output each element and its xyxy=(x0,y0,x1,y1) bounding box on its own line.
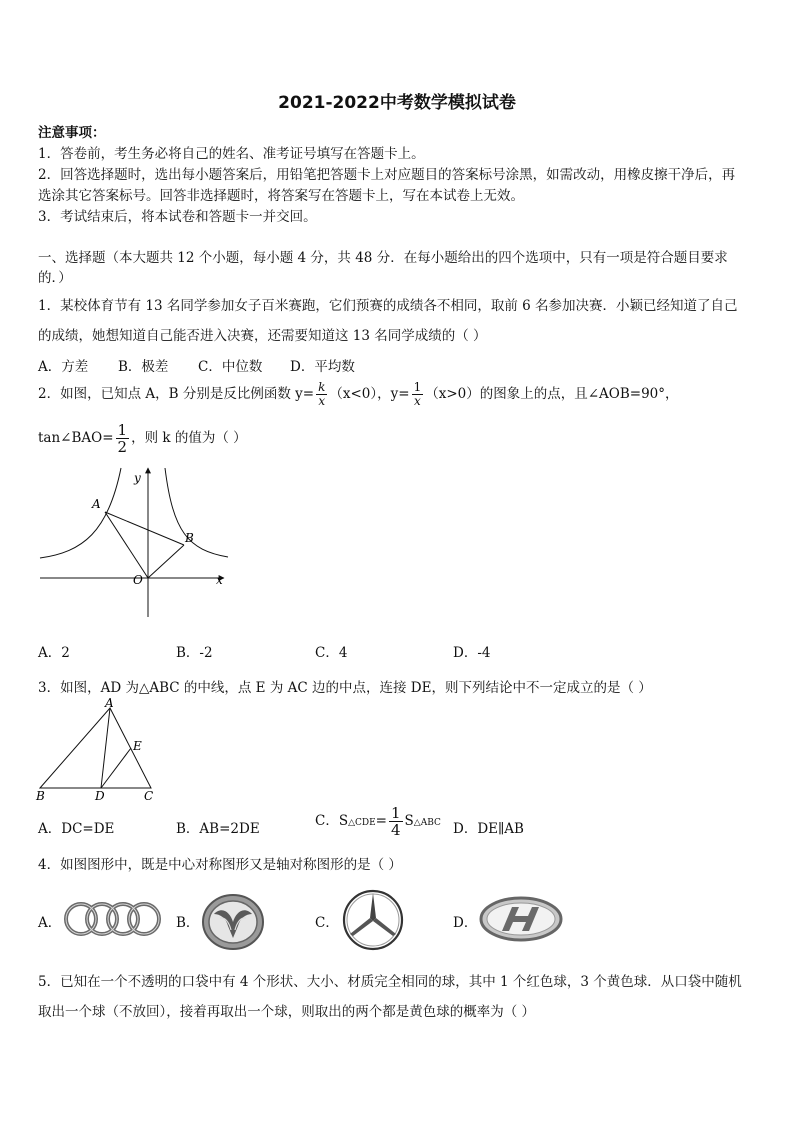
q2-option-a: A．2 xyxy=(38,645,70,661)
q3-option-b: B．AB=2DE xyxy=(176,821,260,837)
notice-item-2: 2．回答选择题时，选出每小题答案后，用铅笔把答题卡上对应题目的答案标号涂黑，如需改动，用橡皮擦干净后，再 xyxy=(38,167,736,183)
segment-ao xyxy=(105,512,148,578)
label-b: B xyxy=(36,789,45,803)
label-y: y xyxy=(134,471,141,485)
segment-de xyxy=(101,748,131,788)
label-x: x xyxy=(216,573,223,587)
segment-ab xyxy=(105,512,184,545)
label-a: A xyxy=(105,696,114,710)
question-4-text: 4．如图图形中，既是中心对称图形又是轴对称图形的是（ ） xyxy=(38,857,402,873)
q3-option-a: A．DC=DE xyxy=(38,821,115,837)
question-2-figure xyxy=(38,462,233,620)
question-5-text: 5．已知在一个不透明的口袋中有 4 个形状、大小、材质完全相同的球，其中 1 个红色球，3 个黄色球．从口袋中随机 xyxy=(38,974,742,990)
q2-text-part1: 2．如图，已知点 A，B 分别是反比例函数 y= xyxy=(38,386,315,402)
oval-h-logo-icon xyxy=(478,895,564,943)
q4-option-c-label: C． xyxy=(315,915,339,931)
q1-option-d: D．平均数 xyxy=(290,359,355,375)
fraction-one-quarter: $\frac{1}{4}$ xyxy=(390,804,401,839)
question-5-text-cont: 取出一个球（不放回），接着再取出一个球，则取出的两个都是黄色球的概率为（ ） xyxy=(38,1004,536,1020)
question-1-text: 1．某校体育节有 13 名同学参加女子百米赛跑，它们预赛的成绩各不相同，取前 6 名参加决赛．小颖已经知道了自己 xyxy=(38,298,738,314)
q2-option-d: D．-4 xyxy=(453,645,491,661)
q4-option-a-label: A． xyxy=(38,915,62,931)
label-a: A xyxy=(92,497,101,511)
dragon-emblem-logo-icon xyxy=(200,892,266,952)
notice-item-3: 3．考试结束后，将本试卷和答题卡一并交回。 xyxy=(38,209,317,225)
q2-text-part2: （x<0），y= xyxy=(329,386,410,402)
left-hyperbola-branch xyxy=(40,468,121,558)
q2-text-part3: （x>0）的图象上的点，且∠AOB=90°， xyxy=(425,386,679,402)
q4-option-d-label: D． xyxy=(453,915,478,931)
label-b: B xyxy=(185,531,194,545)
question-2-text-cont: tan∠BAO= $\frac{1}{2}$ ，则 k 的值为（ ） xyxy=(38,421,247,456)
question-1-text-cont: 的成绩，她想知道自己能否进入决赛，还需要知道这 13 名同学成绩的（ ） xyxy=(38,328,487,344)
segment-ob xyxy=(148,545,184,578)
question-3-figure xyxy=(34,696,159,804)
notice-heading: 注意事项： xyxy=(38,125,106,141)
four-rings-logo-icon xyxy=(60,896,168,942)
question-2-text xyxy=(38,381,679,408)
median-ad xyxy=(101,708,110,788)
q1-option-a: A．方差 xyxy=(38,359,89,375)
label-d: D xyxy=(95,789,105,803)
q1-option-c: C．中位数 xyxy=(198,359,263,375)
fraction-k-over-x: $\frac{k}{x}$ xyxy=(318,380,326,408)
notice-item-2-cont: 选涂其它答案标号。回答非选择题时，将答案写在答题卡上，写在本试卷上无效。 xyxy=(38,188,524,204)
right-hyperbola-branch xyxy=(165,468,228,557)
label-c: C xyxy=(144,789,154,803)
notice-item-1: 1．答卷前，考生务必将自己的姓名、准考证号填写在答题卡上。 xyxy=(38,146,425,162)
q2-option-c: C．4 xyxy=(315,645,348,661)
three-pointed-star-logo-icon xyxy=(340,888,406,952)
section-heading-cont: 的．） xyxy=(38,270,72,286)
q2-option-b: B．-2 xyxy=(176,645,213,661)
label-o: O xyxy=(133,573,143,587)
section-heading: 一、选择题（本大题共 12 个小题，每小题 4 分，共 48 分．在每小题给出的四个选项中，只有一项是符合题目要求 xyxy=(38,250,728,266)
fraction-one-half: $\frac{1}{2}$ xyxy=(117,421,128,456)
q4-option-b-label: B． xyxy=(176,915,200,931)
question-3-text: 3．如图，AD 为△ABC 的中线，点 E 为 AC 边的中点，连接 DE，则下列结论中不一定成立的是（ ） xyxy=(38,680,652,696)
q3-option-c: C．S△CDE= $\frac{1}{4}$ S△ABC xyxy=(315,804,441,839)
q3-option-d: D．DE∥AB xyxy=(453,821,524,837)
label-e: E xyxy=(133,739,142,753)
q1-option-b: B．极差 xyxy=(118,359,169,375)
fraction-1-over-x: $\frac{1}{x}$ xyxy=(413,380,422,408)
page-title: 2021-2022中考数学模拟试卷 xyxy=(278,93,516,113)
